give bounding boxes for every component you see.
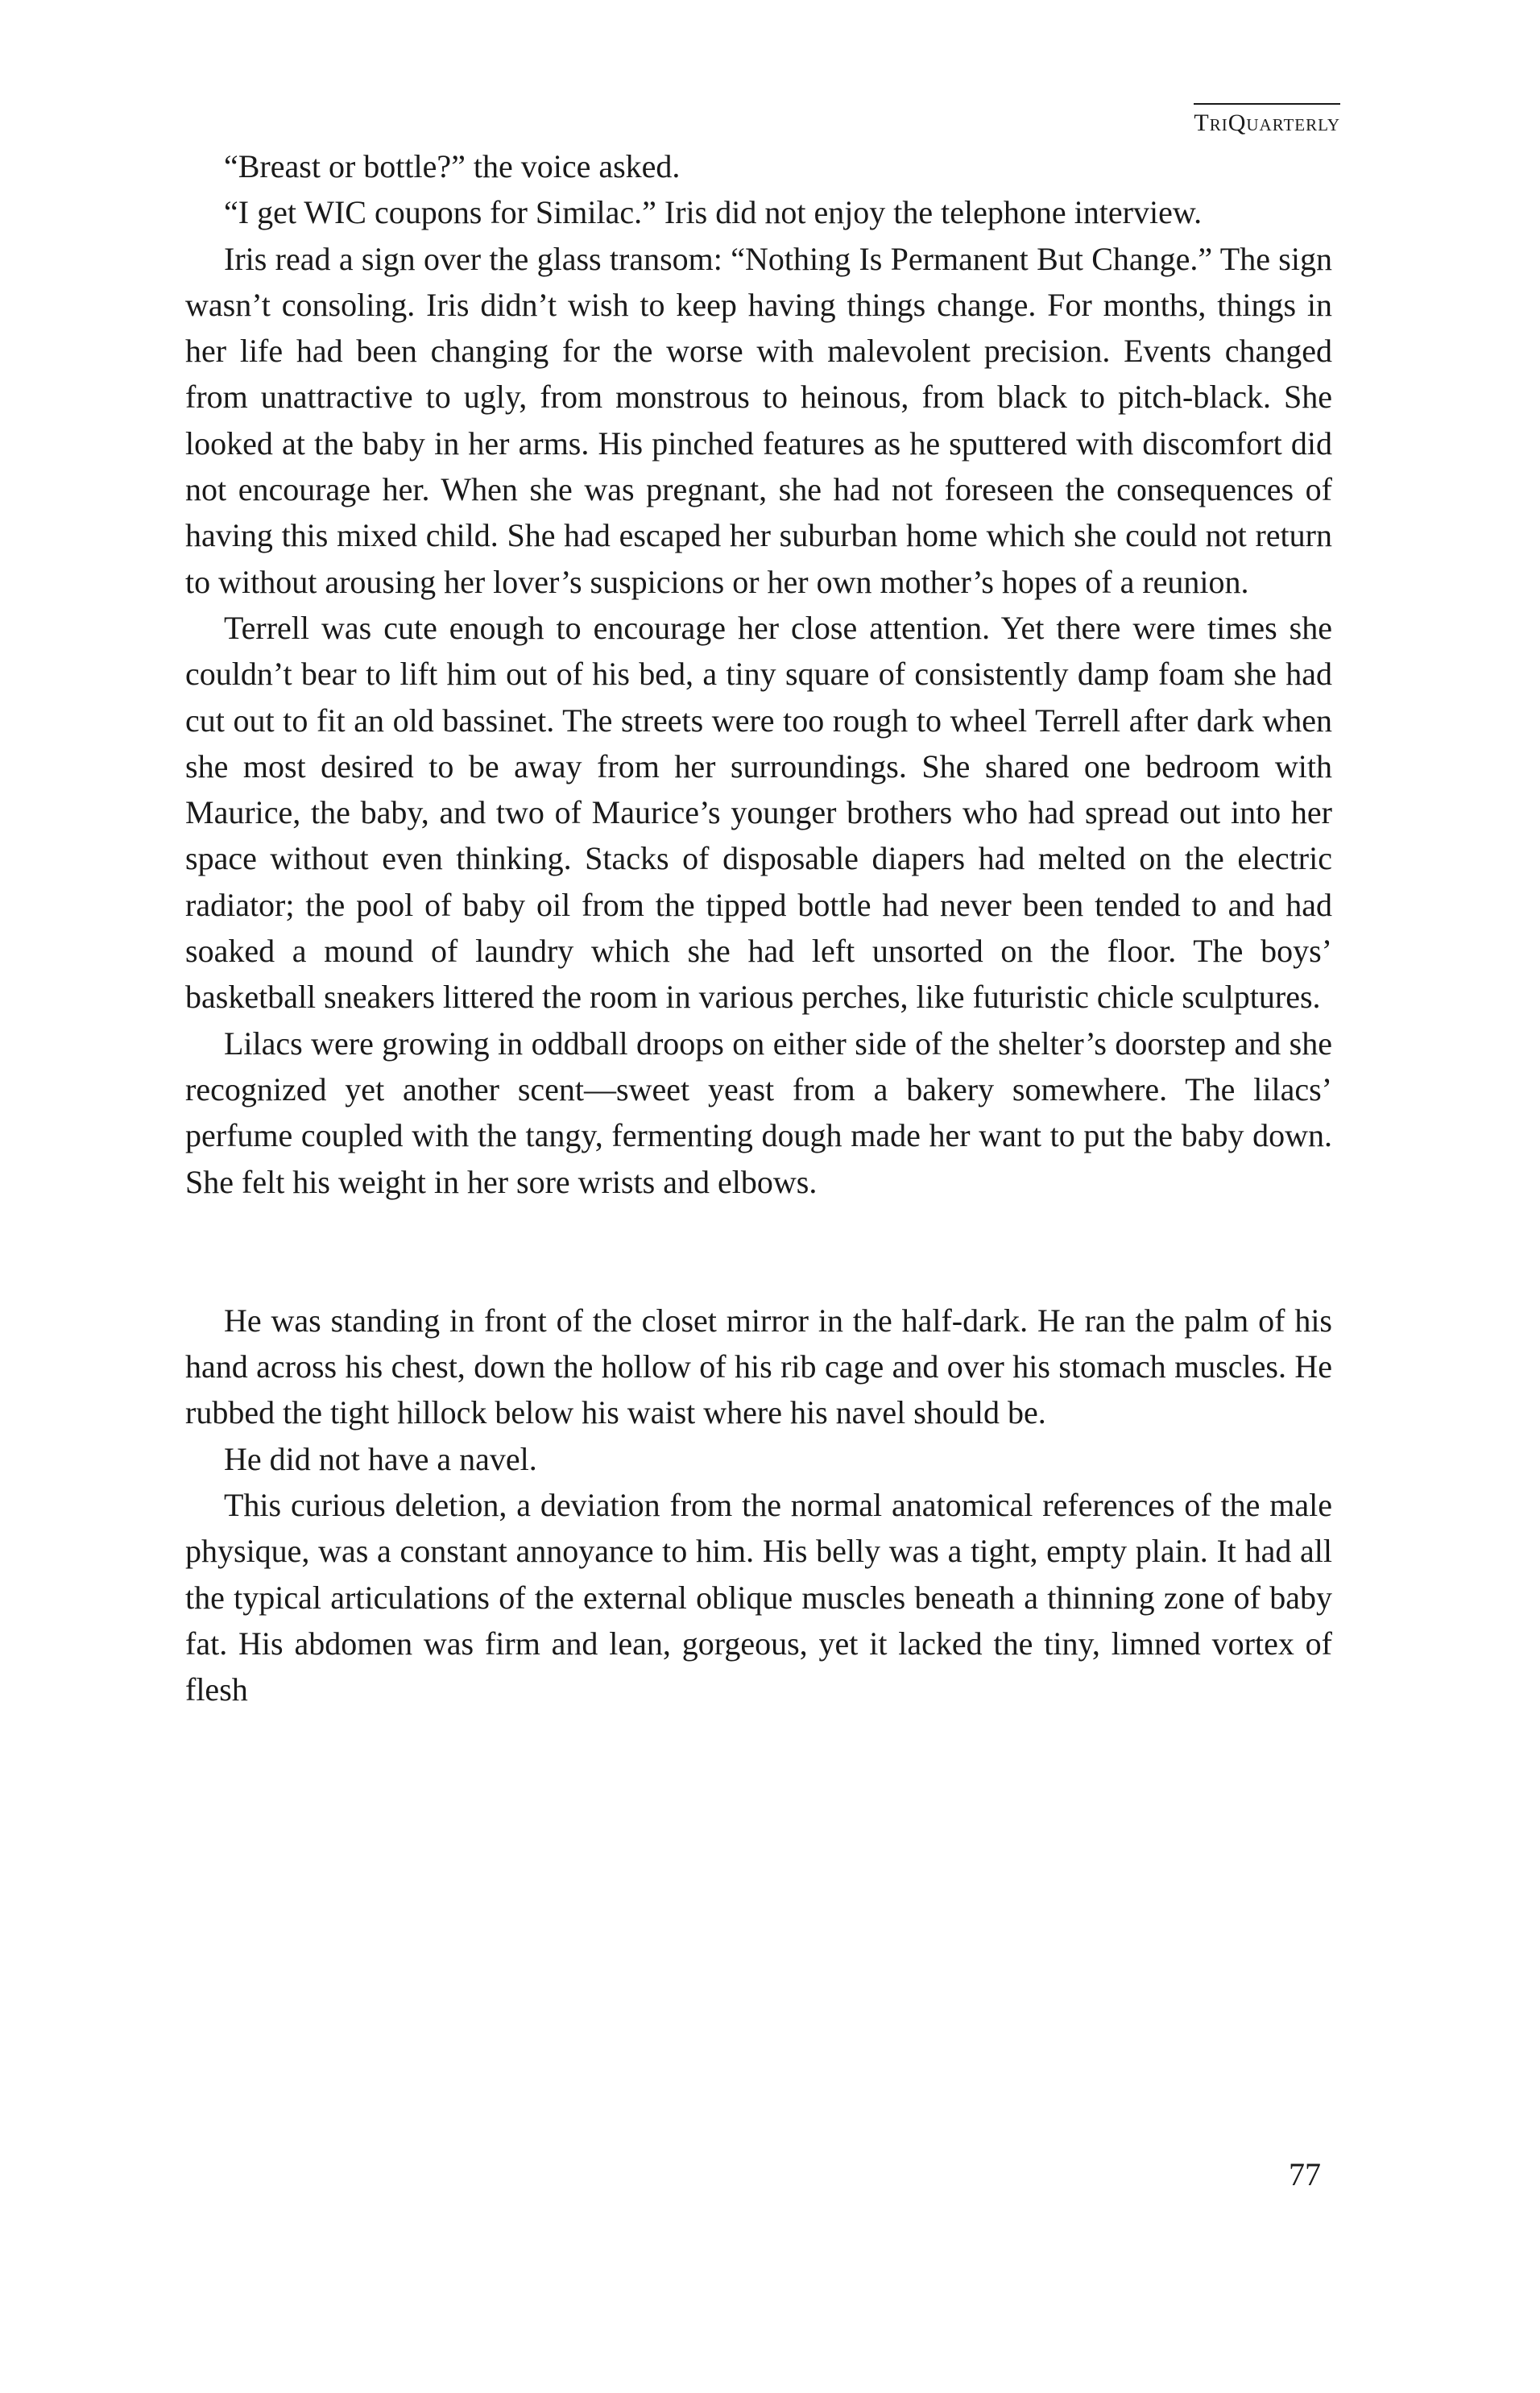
- paragraph: Iris read a sign over the glass transom: “Nothing Is Permanent But Change.” The sign wasn’t consoling. Iris didn’t wish to keep having things change. For months, things in her life had been changing for the worse with malevolent precision. Events changed from unattractive to ugly, from monstrous to heinous, from black to pitch-black. She looked at the baby in her arms. His pinched features as he sputtered with discomfort did not encourage her. When she was pregnant, she had not foreseen the consequences of having this mixed child. She had escaped her suburban home which she could not return to without arousing her lover’s suspicions or her own mother’s hopes of a reunion.: [185, 240, 1332, 600]
- paragraph: This curious deletion, a deviation from the normal anatomical references of the male physique, was a constant annoyance to him. His belly was a tight, empty plain. It had all the typical articulations of the external oblique muscles beneath a thinning zone of baby fat. His abdomen was firm and lean, gorgeous, yet it lacked the tiny, limned vortex of flesh: [185, 1487, 1332, 1708]
- paragraph: Lilacs were growing in oddball droops on either side of the shelter’s doorstep and she recognized yet another scent—sweet yeast from a bakery somewhere. The lilacs’ perfume coupled with the tangy, fermenting dough made her want to put the baby down. She felt his weight in her sore wrists and elbows.: [185, 1025, 1332, 1200]
- running-head: TriQuarterly: [1194, 103, 1340, 140]
- paragraph: Terrell was cute enough to encourage her close attention. Yet there were times she couldn’t bear to lift him out of his bed, a tiny square of consistently damp foam she had cut out to fit an old bassinet. The streets were too rough to wheel Terrell after dark when she most desired to be away from her surroundings. She shared one bedroom with Maurice, the baby, and two of Maurice’s younger brothers who had spread out into her space without even thinking. Stacks of disposable diapers had melted on the electric radiator; the pool of baby oil from the tipped bottle had never been tended to and had soaked a mound of laundry which she had left unsorted on the floor. The boys’ basketball sneakers littered the room in various perches, like futuristic chicle sculptures.: [185, 609, 1332, 1016]
- section-break: [185, 1205, 1332, 1298]
- page-number: 77: [1289, 2156, 1321, 2192]
- paragraph: He was standing in front of the closet mirror in the half-dark. He ran the palm of his hand across his chest, down the hollow of his rib cage and over his stomach muscles. He rubbed the tight hillock below his waist where his navel should be.: [185, 1302, 1332, 1431]
- paragraph: “I get WIC coupons for Similac.” Iris did not enjoy the telephone interview.: [224, 194, 1203, 231]
- paragraph: “Breast or bottle?” the voice asked.: [224, 148, 681, 184]
- body-text: [185, 143, 1332, 1713]
- paragraph: He did not have a navel.: [224, 1440, 537, 1477]
